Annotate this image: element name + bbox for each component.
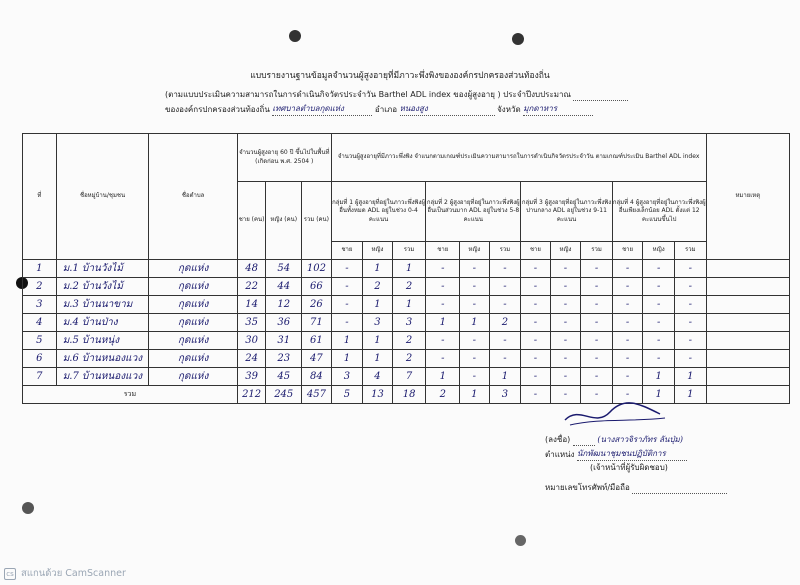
row-group-value: 1 [363,350,392,368]
org-line [165,102,593,116]
row-group-value: 1 [460,314,489,332]
total-g: - [550,386,581,404]
row-note [706,296,789,314]
header-male: ชาย (คน) [237,182,265,260]
row-no: 5 [23,332,57,350]
table-row [23,260,790,278]
totals-row [23,386,790,404]
row-male: 14 [237,296,265,314]
row-male: 30 [237,332,265,350]
row-note [706,350,789,368]
row-male: 35 [237,314,265,332]
subtitle-line [165,88,628,101]
row-group-value: 1 [392,296,426,314]
row-group-value: - [612,350,643,368]
row-female: 36 [266,314,302,332]
row-note [706,332,789,350]
row-group-value: - [550,332,581,350]
row-group-value: 7 [392,368,426,386]
row-group-value: 1 [363,296,392,314]
row-group-value: - [489,350,521,368]
row-no: 2 [23,278,57,296]
table-body [23,260,790,386]
row-group-value: 1 [489,368,521,386]
row-group-value: - [643,314,675,332]
row-group-value: - [489,332,521,350]
row-note [706,278,789,296]
row-group-value: - [643,278,675,296]
row-group-value: - [460,278,489,296]
row-group-value: - [581,296,613,314]
row-group-value: 1 [363,332,392,350]
header-female: หญิง (คน) [266,182,302,260]
total-g: 1 [674,386,706,404]
row-group-value: - [460,332,489,350]
row-group-value: - [643,350,675,368]
row-no: 1 [23,260,57,278]
row-group-value: - [674,314,706,332]
total-g: - [521,386,550,404]
elderly-data-table [22,133,790,404]
punch-hole-bottom-left [22,502,34,514]
punch-hole-bottom-right [515,535,526,546]
row-group-value: - [581,350,613,368]
header-group-4: กลุ่มที่ 4 ผู้สูงอายุที่อยู่ในภาวะพึ่งพิงผู้อื่นเพียงเล็กน้อย ADL ตั้งแต่ 12 คะแนนขึ้นไป [612,182,706,242]
row-total: 71 [302,314,332,332]
row-group-value: 2 [392,278,426,296]
province-label: จังหวัด [497,105,521,114]
row-group-value: - [612,314,643,332]
org-label: ขององค์กรปกครองส่วนท้องถิ่น [165,105,270,114]
sub-male: ชาย [426,242,460,260]
row-subdistrict: กุดแห่ง [149,314,237,332]
total-g: 3 [489,386,521,404]
row-group-value: 1 [426,314,460,332]
sign-dots [573,445,595,446]
row-village: ม.3 บ้านนาขาม [56,296,149,314]
header-group-1: กลุ่มที่ 1 ผู้สูงอายุที่อยู่ในภาวะพึ่งพิงผู้อื่นทั้งหมด ADL อยู่ในช่วง 0-4 คะแนน [331,182,426,242]
row-group-value: - [612,332,643,350]
row-group-value: - [331,314,363,332]
row-group-value: - [550,278,581,296]
row-no: 6 [23,350,57,368]
row-group-value: - [460,296,489,314]
row-group-value: - [550,314,581,332]
row-group-value: 2 [489,314,521,332]
row-village: ม.6 บ้านหนองแวง [56,350,149,368]
row-female: 31 [266,332,302,350]
total-male: 212 [237,386,265,404]
row-group-value: - [521,368,550,386]
row-group-value: - [426,332,460,350]
row-subdistrict: กุดแห่ง [149,368,237,386]
camscanner-icon: cs [4,568,16,580]
row-group-value: 1 [392,260,426,278]
row-group-value: 1 [331,350,363,368]
row-group-value: - [331,278,363,296]
row-female: 44 [266,278,302,296]
total-g: 13 [363,386,392,404]
row-group-value: - [581,314,613,332]
row-group-value: - [643,332,675,350]
row-group-value: 3 [392,314,426,332]
row-subdistrict: กุดแห่ง [149,260,237,278]
position-label: ตำแหน่ง [545,450,575,459]
sub-male: ชาย [612,242,643,260]
sign-name: (นางสาวจิราภัทร ลันปุ่ม) [597,435,683,444]
row-group-value: - [674,296,706,314]
header-group-2: กลุ่มที่ 2 ผู้สูงอายุที่อยู่ในภาวะพึ่งพิงผู้อื่นเป็นส่วนมาก ADL อยู่ในช่วง 5-8 คะแนน [426,182,521,242]
row-group-value: - [460,350,489,368]
row-village: ม.2 บ้านวังไม้ [56,278,149,296]
responsible-line: (เจ้าหน้าที่ผู้รับผิดชอบ) [590,463,668,472]
total-g: 2 [426,386,460,404]
row-group-value: - [550,350,581,368]
row-group-value: - [550,296,581,314]
position-value: นักพัฒนาชุมชนปฏิบัติการ [577,447,687,461]
row-group-value: - [426,296,460,314]
row-total: 102 [302,260,332,278]
row-group-value: - [521,314,550,332]
row-no: 3 [23,296,57,314]
row-group-value: - [460,368,489,386]
sub-total: รวม [674,242,706,260]
row-total: 26 [302,296,332,314]
row-group-value: - [674,278,706,296]
row-note [706,260,789,278]
row-group-value: - [521,296,550,314]
org-value: เทศบาลตำบลกุดแห่ง [272,102,372,116]
row-group-value: - [643,296,675,314]
header-elderly-count: จำนวนผู้สูงอายุ 60 ปี ขึ้นไปในพื้นที่ (เกิดก่อน พ.ศ. 2504 ) [237,134,331,182]
camscanner-footer [4,566,126,581]
row-group-value: 1 [426,368,460,386]
row-female: 54 [266,260,302,278]
header-note: หมายเหตุ [706,134,789,260]
row-male: 22 [237,278,265,296]
row-group-value: - [521,260,550,278]
district-label: อำเภอ [374,105,398,114]
row-male: 48 [237,260,265,278]
table-row [23,368,790,386]
sub-total: รวม [489,242,521,260]
sign-label: (ลงชื่อ) [545,435,571,444]
row-group-value: - [550,260,581,278]
phone-dots [632,493,727,494]
punch-hole-right [512,33,524,45]
row-group-value: - [489,278,521,296]
row-group-value: - [612,260,643,278]
row-group-value: 3 [363,314,392,332]
row-group-value: - [612,278,643,296]
total-g: - [581,386,613,404]
signature-line [545,433,683,446]
row-female: 45 [266,368,302,386]
row-subdistrict: กุดแห่ง [149,350,237,368]
header-subdistrict: ชื่อตำบล [149,134,237,260]
row-group-value: - [581,260,613,278]
total-g: 1 [460,386,489,404]
row-subdistrict: กุดแห่ง [149,296,237,314]
row-note [706,368,789,386]
row-group-value: - [460,260,489,278]
row-total: 47 [302,350,332,368]
row-group-value: - [674,332,706,350]
row-group-value: - [612,296,643,314]
totals-label: รวม [23,386,238,404]
row-group-value: 2 [392,350,426,368]
row-group-value: 4 [363,368,392,386]
total-note [706,386,789,404]
row-group-value: - [426,350,460,368]
row-no: 7 [23,368,57,386]
row-group-value: - [426,260,460,278]
row-total: 84 [302,368,332,386]
row-village: ม.5 บ้านหนุ่ง [56,332,149,350]
row-note [706,314,789,332]
sub-total: รวม [392,242,426,260]
row-group-value: - [331,296,363,314]
row-total: 66 [302,278,332,296]
header-no: ที่ [23,134,57,260]
row-village: ม.1 บ้านวังไม้ [56,260,149,278]
row-group-value: - [521,350,550,368]
table-row [23,332,790,350]
total-all: 457 [302,386,332,404]
row-group-value: 3 [331,368,363,386]
row-male: 24 [237,350,265,368]
total-g: 5 [331,386,363,404]
total-female: 245 [266,386,302,404]
total-g: - [612,386,643,404]
row-subdistrict: กุดแห่ง [149,332,237,350]
row-group-value: 1 [674,368,706,386]
table-row [23,278,790,296]
sub-male: ชาย [331,242,363,260]
row-village: ม.4 บ้านป่าง [56,314,149,332]
subtitle-text: (ตามแบบประเมินความสามารถในการดำเนินกิจวัตรประจำวัน Barthel ADL index ของผู้สูงอายุ ) ประจำปีงบประมาณ [165,90,571,99]
phone-label: หมายเลขโทรศัพท์/มือถือ [545,483,630,492]
signature-scribble [560,400,670,430]
province-value: มุกดาหาร [523,102,593,116]
row-group-value: 2 [392,332,426,350]
table-row [23,296,790,314]
row-group-value: - [581,278,613,296]
header-dependent: จำนวนผู้สูงอายุที่มีภาวะพึ่งพิง จำแนกตามเกณฑ์ประเมินความสามารถในการดำเนินกิจวัตรประจำวัน ตามเกณฑ์ประเมิน Barthel ADL index [331,134,706,182]
sub-female: หญิง [363,242,392,260]
row-group-value: 1 [331,332,363,350]
total-g: 1 [643,386,675,404]
header-village: ชื่อหมู่บ้าน/ชุมชน [56,134,149,260]
total-g: 18 [392,386,426,404]
row-group-value: 2 [363,278,392,296]
sub-female: หญิง [550,242,581,260]
row-female: 12 [266,296,302,314]
row-group-value: 1 [643,368,675,386]
sub-total: รวม [581,242,613,260]
row-group-value: - [581,332,613,350]
row-group-value: - [674,350,706,368]
row-male: 39 [237,368,265,386]
district-value: หนองสูง [400,102,495,116]
row-group-value: - [612,368,643,386]
row-village: ม.7 บ้านหนองแวง [56,368,149,386]
table-row [23,314,790,332]
row-group-value: 1 [363,260,392,278]
report-title: แบบรายงานฐานข้อมูลจำนวนผู้สูงอายุที่มีภาวะพึ่งพิงขององค์กรปกครองส่วนท้องถิ่น [250,71,550,81]
punch-hole-left [289,30,301,42]
footer-text: สแกนด้วย CamScanner [21,568,126,579]
header-group-3: กลุ่มที่ 3 ผู้สูงอายุที่อยู่ในภาวะพึ่งพิงปานกลาง ADL อยู่ในช่วง 9-11 คะแนน [521,182,613,242]
phone-line [545,481,727,494]
table-row [23,350,790,368]
row-group-value: - [331,260,363,278]
row-group-value: - [521,278,550,296]
row-group-value: - [426,278,460,296]
header-total: รวม (คน) [302,182,332,260]
row-total: 61 [302,332,332,350]
fiscal-year-dots [573,100,628,101]
position-line [545,447,687,461]
row-group-value: - [489,296,521,314]
sub-male: ชาย [521,242,550,260]
row-group-value: - [550,368,581,386]
sub-female: หญิง [643,242,675,260]
sub-female: หญิง [460,242,489,260]
row-subdistrict: กุดแห่ง [149,278,237,296]
row-group-value: - [521,332,550,350]
row-group-value: - [674,260,706,278]
row-no: 4 [23,314,57,332]
row-female: 23 [266,350,302,368]
row-group-value: - [581,368,613,386]
row-group-value: - [643,260,675,278]
row-group-value: - [489,260,521,278]
